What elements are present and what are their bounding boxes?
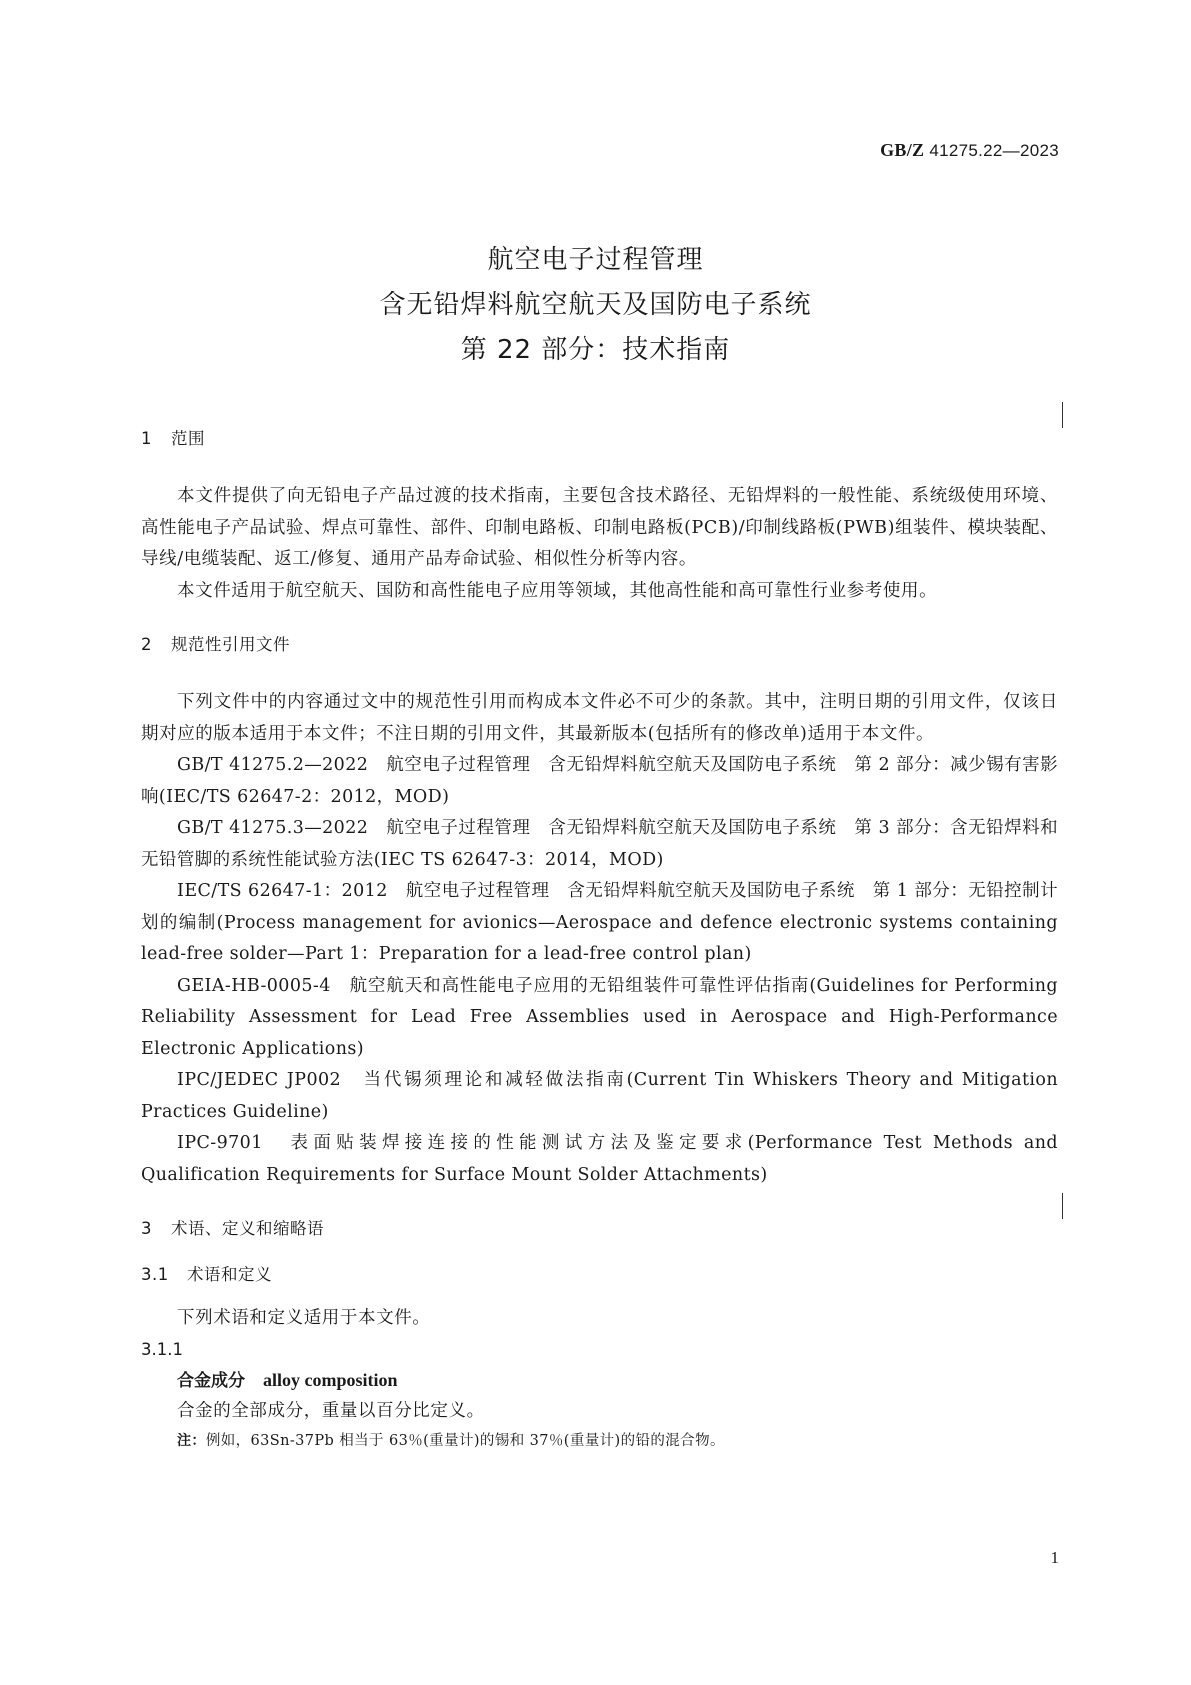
- paragraph: 本文件提供了向无铅电子产品过渡的技术指南，主要包含技术路径、无铅焊料的一般性能、系统级使用环境、高性能电子产品试验、焊点可靠性、部件、印制电路板、印制电路板(PCB)/印制线路板(PWB)组装件、模块装配、导线/电缆装配、返工/修复、通用产品寿命试验、相似性分析等内容。: [141, 486, 1058, 569]
- title-line-3: 第 22 部分：技术指南: [460, 335, 731, 365]
- subsection-number: 3.1: [141, 1265, 169, 1284]
- revision-bar: [1062, 1193, 1063, 1219]
- subsection-title: 术语和定义: [187, 1265, 272, 1284]
- section-title: 规范性引用文件: [171, 635, 290, 654]
- term-definition: 合金的全部成分，重量以百分比定义。: [177, 1400, 485, 1421]
- document-body: [141, 425, 1058, 1456]
- standard-prefix: GB/Z: [880, 140, 925, 160]
- section-heading: [141, 425, 1058, 453]
- note-text: 例如，63Sn-37Pb 相当于 63％(重量计)的锡和 37％(重量计)的铅的混合物。: [205, 1432, 725, 1449]
- section-number: 1: [141, 429, 152, 448]
- paragraph: 本文件适用于航空航天、国防和高性能电子应用等领域，其他高性能和高可靠性行业参考使用。: [177, 580, 938, 601]
- title-line-1: 航空电子过程管理: [487, 245, 704, 275]
- reference-item: IPC/JEDEC JP002 当代锡须理论和减轻做法指南(Current Tin Whiskers Theory and Mitigation Practices Guideline): [141, 1070, 1058, 1122]
- section-heading: [141, 631, 1058, 659]
- term-note: [141, 1426, 1058, 1456]
- reference-item: IEC/TS 62647-1：2012 航空电子过程管理 含无铅焊料航空航天及国防电子系统 第 1 部分：无铅控制计划的编制(Process management for avionics—Aerospace and defence electronic systems containing lead-free solder—Part 1：Preparation for a lead-free control plan): [141, 881, 1058, 964]
- section-heading: [141, 1215, 1058, 1243]
- paragraph: 下列术语和定义适用于本文件。: [177, 1308, 431, 1328]
- page-number: 1: [1050, 1548, 1059, 1567]
- reference-item: GB/T 41275.2—2022 航空电子过程管理 含无铅焊料航空航天及国防电子系统 第 2 部分：减少锡有害影响(IEC/TS 62647-2：2012，MOD): [141, 755, 1058, 807]
- term-entry: [141, 1365, 1058, 1396]
- term-chinese: 合金成分: [177, 1370, 245, 1391]
- standard-number: 41275.22—2023: [929, 141, 1059, 160]
- revision-bar: [1062, 402, 1063, 428]
- reference-item: IPC-9701 表面贴装焊接连接的性能测试方法及鉴定要求(Performance Test Methods and Qualification Requirements for Surface Mount Solder Attachments): [141, 1133, 1058, 1185]
- title-line-2: 含无铅焊料航空航天及国防电子系统: [379, 290, 812, 320]
- section-title: 术语、定义和缩略语: [171, 1219, 324, 1238]
- term-number: 3.1.1: [141, 1339, 183, 1359]
- standard-code: [880, 140, 1059, 161]
- subsection-heading: [141, 1261, 1058, 1289]
- section-number: 3: [141, 1219, 152, 1238]
- reference-item: GB/T 41275.3—2022 航空电子过程管理 含无铅焊料航空航天及国防电子系统 第 3 部分：含无铅焊料和无铅管脚的系统性能试验方法(IEC TS 62647-3：2014，MOD): [141, 818, 1058, 870]
- note-label: 注：: [177, 1432, 206, 1449]
- paragraph: 下列文件中的内容通过文中的规范性引用而构成本文件必不可少的条款。其中，注明日期的引用文件，仅该日期对应的版本适用于本文件；不注日期的引用文件，其最新版本(包括所有的修改单)适用于本文件。: [141, 692, 1058, 744]
- term-english: alloy composition: [263, 1369, 398, 1390]
- reference-item: GEIA-HB-0005-4 航空航天和高性能电子应用的无铅组装件可靠性评估指南(Guidelines for Performing Reliability Assessment for Lead Free Assemblies used in Aerospace and High-Performance Electronic Applications): [141, 975, 1058, 1059]
- document-title: [0, 238, 1191, 373]
- section-title: 范围: [171, 429, 205, 448]
- section-number: 2: [141, 635, 152, 654]
